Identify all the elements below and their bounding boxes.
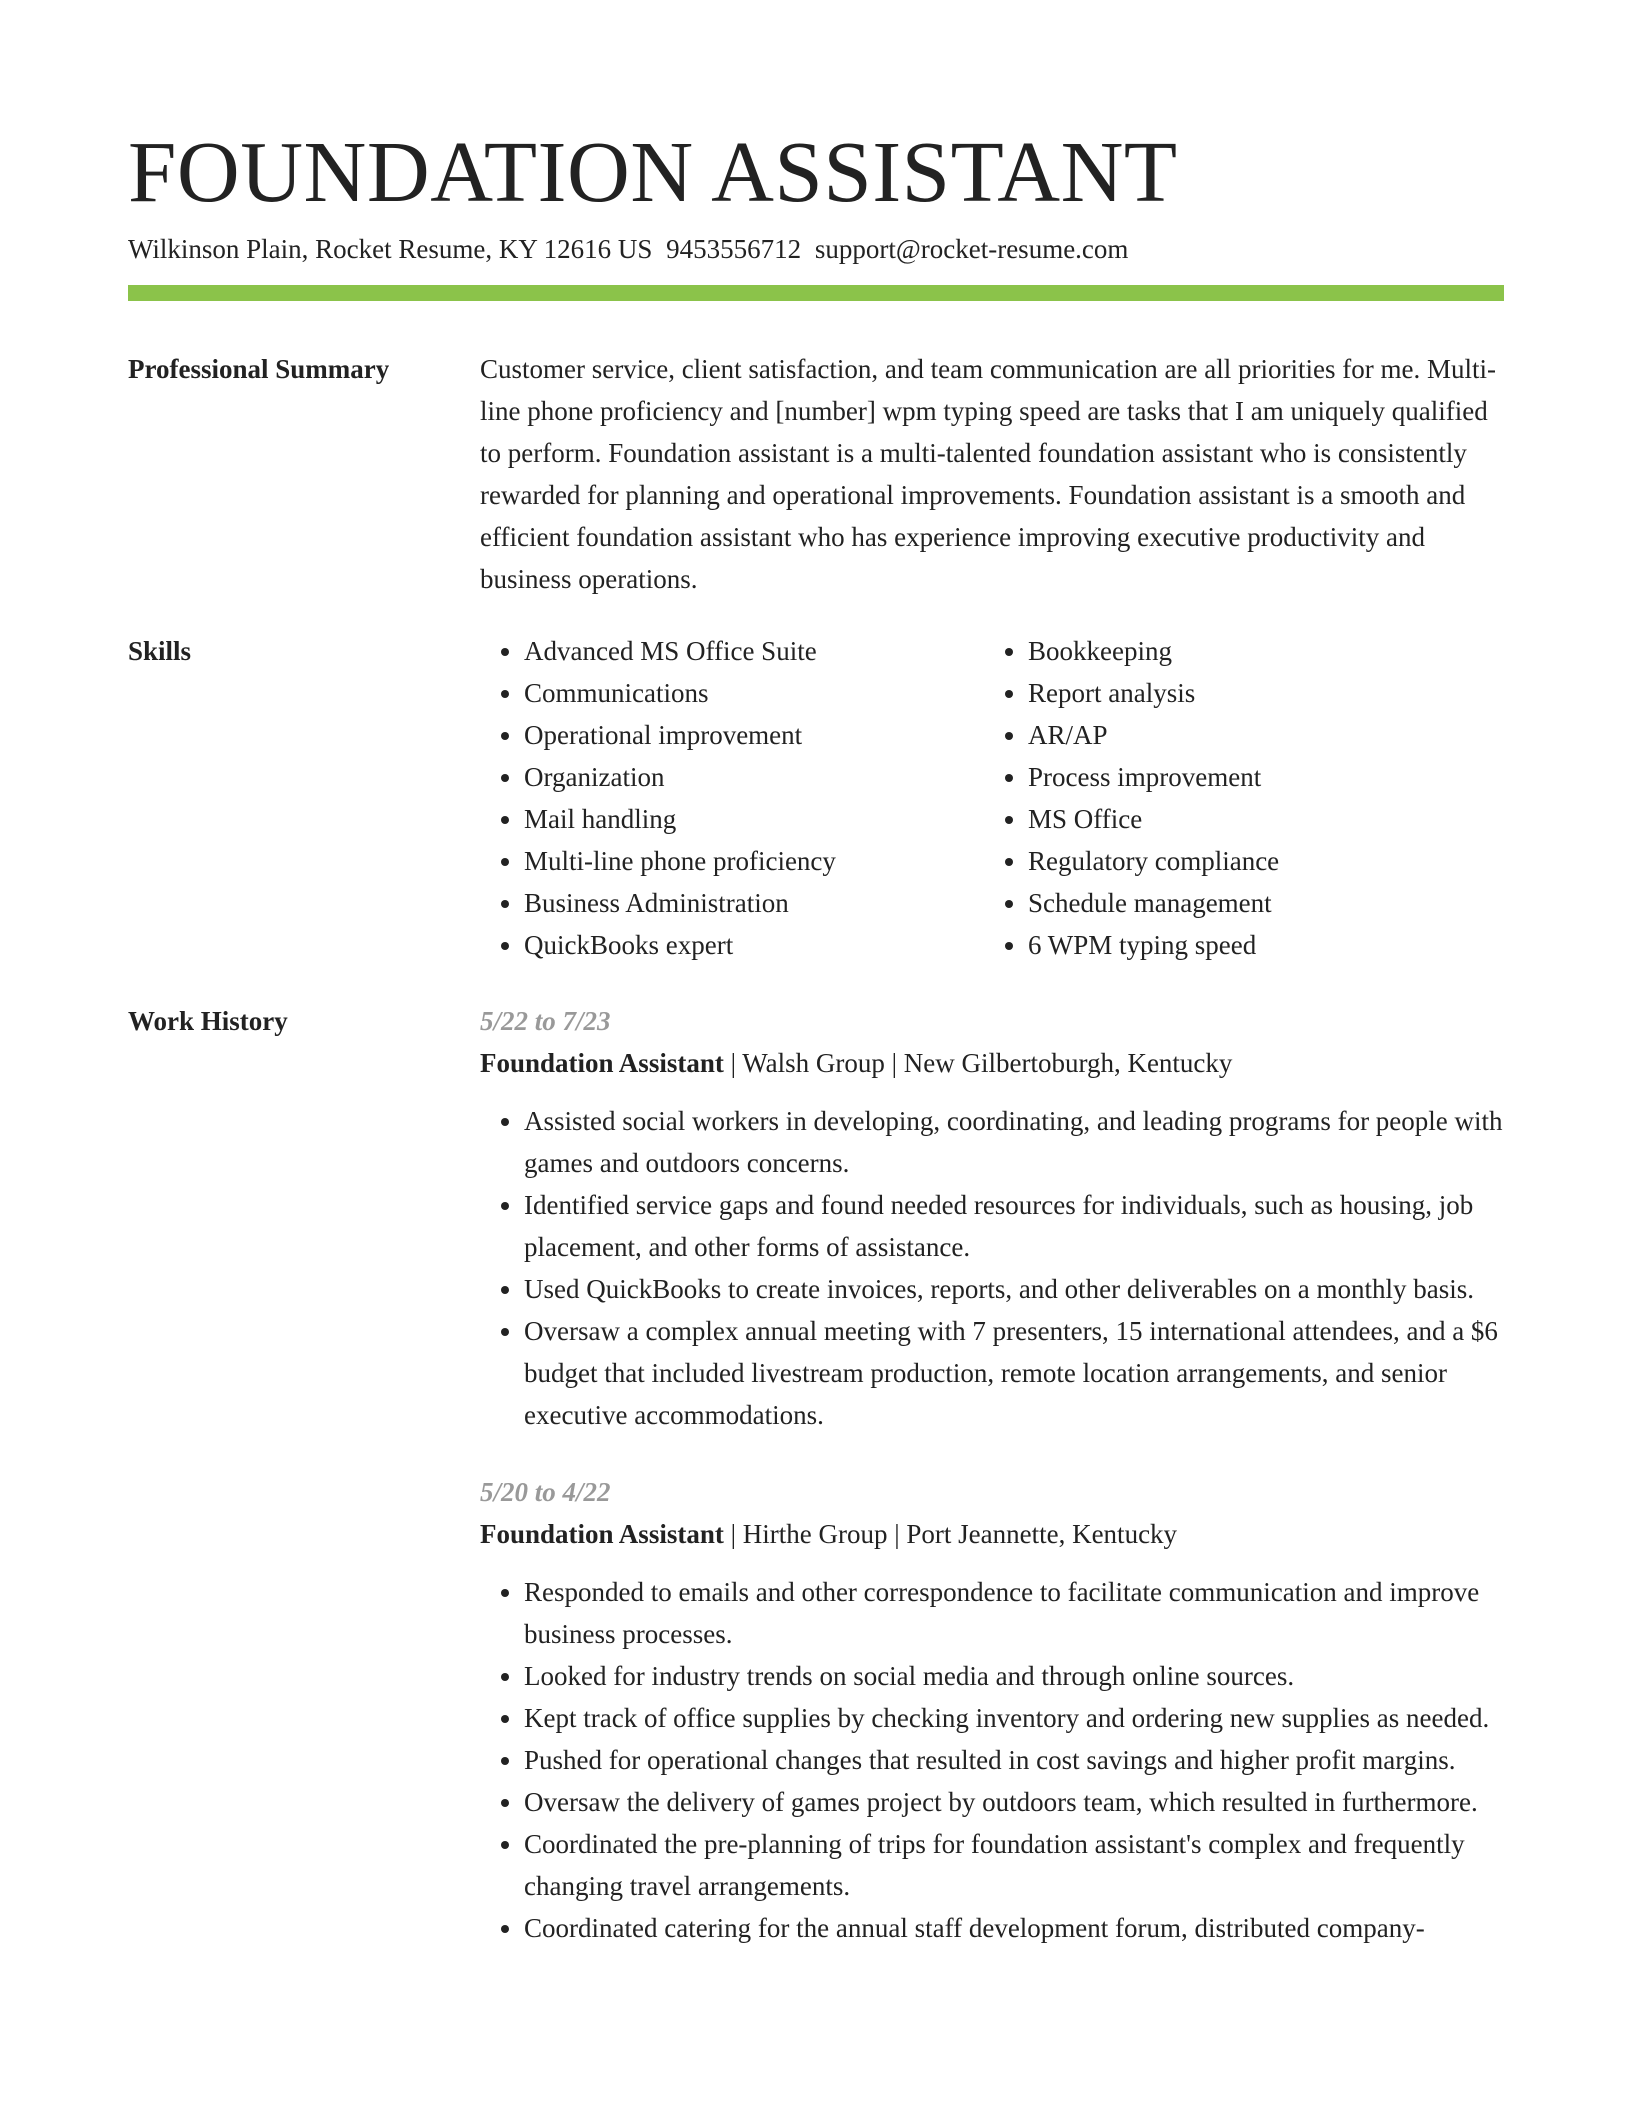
skill-item: • AR/AP [1028,714,1488,756]
job-bullet: • Used QuickBooks to create invoices, reports, and other deliverables on a monthly basis. [524,1268,1504,1310]
job-bullet: • Oversaw the delivery of games project by outdoors team, which resulted in furthermore. [524,1781,1504,1823]
job-bullet: • Assisted social workers in developing, coordinating, and leading programs for people with games and outdoors concerns. [524,1100,1504,1184]
header-divider [128,285,1504,301]
job-company: Hirthe Group [742,1519,888,1549]
contact-line [128,230,1128,268]
job-bullet: • Coordinated the pre-planning of trips for foundation assistant's complex and frequently changing travel arrangements. [524,1823,1504,1907]
skill-item: • Operational improvement [524,714,984,756]
skill-item: • Multi-line phone proficiency [524,840,984,882]
job-entry [480,1471,1504,1949]
skill-item: • 6 WPM typing speed [1028,924,1488,966]
skill-item: • Organization [524,756,984,798]
job-bullet: • Kept track of office supplies by checking inventory and ordering new supplies as needed. [524,1697,1504,1739]
job-bullet: • Responded to emails and other correspondence to facilitate communication and improve business processes. [524,1571,1504,1655]
resume-name: FOUNDATION ASSISTANT [128,123,1178,220]
summary-body [480,348,1504,600]
job-bullet: • Coordinated catering for the annual staff development forum, distributed company- [524,1907,1504,1949]
contact-address: Wilkinson Plain, Rocket Resume, KY 12616 US [128,234,653,264]
skill-item: • Business Administration [524,882,984,924]
job-dates: 5/20 to 4/22 [480,1477,611,1507]
work-history-label: Work History [128,1006,288,1036]
job-location: Port Jeannette, Kentucky [906,1519,1178,1549]
skill-item: • Communications [524,672,984,714]
skill-item: • Mail handling [524,798,984,840]
skill-item: • QuickBooks expert [524,924,984,966]
job-dates: 5/22 to 7/23 [480,1006,611,1036]
skills-list-right [984,630,1488,966]
job-title-line: Foundation Assistant | Hirthe Group | Port Jeannette, Kentucky [480,1519,1178,1549]
skill-item: • MS Office [1028,798,1488,840]
skill-item: • Process improvement [1028,756,1488,798]
job-title: Foundation Assistant [480,1519,724,1549]
job-bullet: • Looked for industry trends on social media and through online sources. [524,1655,1504,1697]
job-bullet: • Oversaw a complex annual meeting with 7 presenters, 15 international attendees, and a $6 budget that included livestream production, remote location arrangements, and senior executive accommodations. [524,1310,1504,1436]
skill-item: • Report analysis [1028,672,1488,714]
summary-label: Professional Summary [128,354,390,384]
skill-item: • Bookkeeping [1028,630,1488,672]
job-bullets [480,1571,1504,1949]
summary-text: Customer service, client satisfaction, and team communication are all priorities for me. Multi-line phone proficiency and [number] wpm typing speed are tasks that I am uniquely qualified to perform. Foundation assistant is a multi-talented foundation assistant who is consistently rewarded for planning and operational improvements. Foundation assistant is a smooth and efficient foundation assistant who has experience improving executive productivity and business operations. [480,354,1496,594]
job-location: New Gilbertoburgh, Kentucky [903,1048,1233,1078]
job-bullet: • Pushed for operational changes that resulted in cost savings and higher profit margins. [524,1739,1504,1781]
skill-item: • Schedule management [1028,882,1488,924]
skills-body [480,630,1504,966]
job-title-line: Foundation Assistant | Walsh Group | New Gilbertoburgh, Kentucky [480,1048,1233,1078]
contact-email: support@rocket-resume.com [814,234,1129,264]
skill-item: • Regulatory compliance [1028,840,1488,882]
job-bullets [480,1100,1504,1436]
work-history-body [480,1000,1504,1984]
job-company: Walsh Group [742,1048,885,1078]
contact-phone: 9453556712 [666,234,802,264]
skill-item: • Advanced MS Office Suite [524,630,984,672]
job-bullet: • Identified service gaps and found needed resources for individuals, such as housing, job placement, and other forms of assistance. [524,1184,1504,1268]
job-entry [480,1000,1504,1436]
job-title: Foundation Assistant [480,1048,724,1078]
skills-list-left [480,630,984,966]
skills-label: Skills [128,636,192,666]
